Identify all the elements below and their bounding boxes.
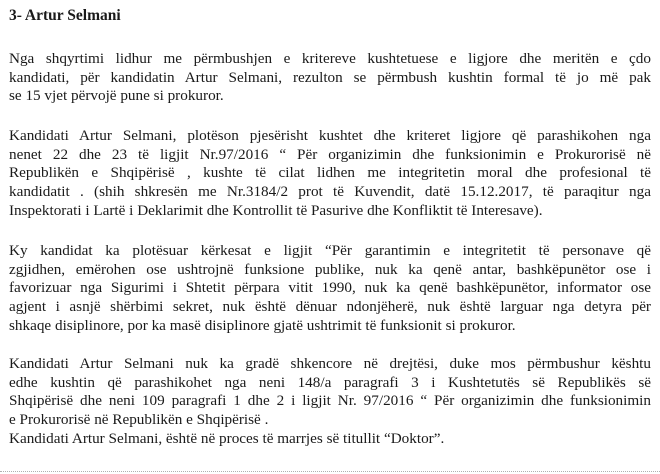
text-line: Ky kandidat ka plotësuar kërkesat e ligjit “Për garantimin e integritetit të personave që xyxy=(9,242,651,259)
text-line: Republikën e Shqipërisë , kushte të cilat lidhen me integritetin moral dhe profesional të xyxy=(9,164,651,182)
text-line: kandidati, për kandidatin Artur Selmani, rezulton se përmbush kushtin formal të jo më pak xyxy=(9,68,651,86)
paragraph-legal-criteria xyxy=(9,127,651,220)
text-line: agjent i asnjë shërbimi sekret, nuk është dënuar ndonjëherë, nuk është larguar nga detyra për xyxy=(9,298,651,316)
text-line: zgjidhen, emërohen ose ushtrojnë funksione publike, nuk ka qenë antar, bashkëpunëtor ose i xyxy=(9,260,651,278)
text-line: Kandidati Artur Selmani nuk ka gradë shkencore në drejtësi, duke mos përmbushur kështu xyxy=(9,355,651,372)
text-line: kandidatit . (shih shkresën me Nr.3184/2 prot të Kuvendit, datë 15.12.2017, të paraqitur nga xyxy=(9,183,651,201)
text-line: se 15 vjet përvojë pune si prokuror. xyxy=(9,87,224,105)
text-line: edhe kushtin që parashikohet nga neni 148/a paragrafi 3 i Kushtetutës së Republikës së xyxy=(9,373,651,391)
text-line: shkaqe disiplinore, por ka masë disiplinore gjatë ushtrimit të funksionit si prokuror. xyxy=(9,316,516,334)
page-bottom-divider xyxy=(0,471,660,472)
paragraph-formal-requirement xyxy=(9,50,651,106)
text-line: Nga shqyrtimi lidhur me përmbushjen e kritereve kushtetuese e ligjore dhe meritën e çdo xyxy=(9,50,651,67)
text-line: Kandidati Artur Selmani, plotëson pjesërisht kushtet dhe kriteret ligjore që parashikohen nga xyxy=(9,127,651,144)
text-line: favorizuar nga Sigurimi i Shtetit përpara vitit 1990, nuk ka qenë bashkëpunëtor, informator ose xyxy=(9,279,651,297)
text-line: Kandidati Artur Selmani, është në proces të marrjes së titullit “Doktor”. xyxy=(9,429,445,447)
paragraph-integrity xyxy=(9,242,651,335)
section-heading: 3- Artur Selmani xyxy=(9,7,121,24)
text-line: e Prokurorisë në Republikën e Shqipërisë . xyxy=(9,411,269,429)
text-line: Shqipërisë dhe neni 109 paragrafi 1 dhe 2 i ligjit Nr. 97/2016 “ Për organizimin dhe funksionimin xyxy=(9,392,651,410)
paragraph-academic-degree xyxy=(9,355,651,448)
text-line: Inspektorati i Lartë i Deklarimit dhe Kontrollit të Pasurive dhe Konfliktit të Interesave). xyxy=(9,201,543,219)
text-line: nenet 22 dhe 23 të ligjit Nr.97/2016 “ Për organizimin dhe funksionimin e Prokurorisë në xyxy=(9,145,651,163)
